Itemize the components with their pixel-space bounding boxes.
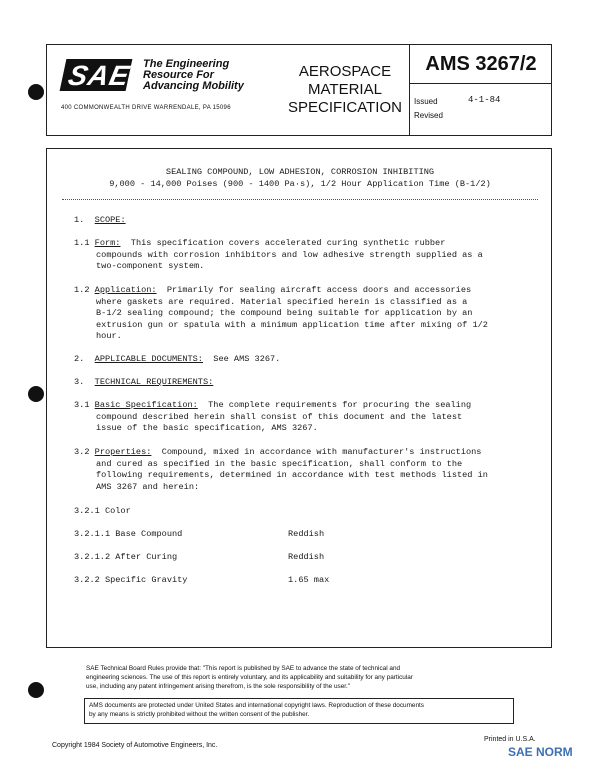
issued-date: 4-1-84 <box>468 95 501 105</box>
property-row <box>74 575 534 587</box>
tagline-line: The Engineering <box>143 58 230 70</box>
copyright: Copyright 1984 Society of Automotive Engineers, Inc. <box>52 742 218 749</box>
section-1-2-application <box>74 285 488 343</box>
section-number: 3. <box>74 377 85 387</box>
property-value: Reddish <box>288 552 325 562</box>
category-line: AEROSPACE <box>298 63 392 80</box>
section-heading: Application: <box>94 285 157 295</box>
paragraph-line: compound described herein shall consist of this document and the latest <box>96 411 463 422</box>
paragraph-line: issue of the basic specification, AMS 3267. <box>96 423 318 434</box>
property-row <box>74 529 534 541</box>
section-2-applicable-documents <box>74 354 280 366</box>
paragraph-line: Primarily for sealing aircraft access doors and accessories <box>166 285 472 295</box>
category-line: SPECIFICATION <box>288 99 402 116</box>
spec-number: AMS 3267/2 <box>425 52 537 75</box>
copyright-notice-line: by any means is strictly prohibited without the written consent of the publisher. <box>89 711 310 718</box>
copyright-notice-line: AMS documents are protected under United States and international copyright laws. Reproduction of these documents <box>89 702 424 709</box>
section-heading: SCOPE: <box>94 215 126 225</box>
paragraph-line: where gaskets are required. Material specified herein is classified as a <box>96 296 468 307</box>
section-number: 2. <box>74 354 85 364</box>
paragraph-line: compounds with corrosion inhibitors and low adhesive strength supplied as a <box>96 249 483 260</box>
binder-hole-middle <box>28 386 44 402</box>
rules-line: engineering sciences. The use of this report is entirely voluntary, and its applicability and suitability for any particular <box>86 674 413 681</box>
section-number: 1.1 <box>74 238 90 248</box>
issued-label: Issued <box>414 97 438 106</box>
paragraph-line: hour. <box>96 331 122 342</box>
paragraph-line: The complete requirements for procuring the sealing <box>208 400 472 410</box>
section-1-1-form <box>74 238 483 273</box>
header-box <box>46 44 552 136</box>
section-heading: Form: <box>94 238 121 248</box>
paragraph-line: extrusion gun or spatula with a minimum application time after mixing of 1/2 <box>96 319 488 330</box>
section-heading: Basic Specification: <box>94 400 198 410</box>
spec-column <box>409 45 552 135</box>
tagline <box>143 59 244 92</box>
sae-logo-text: SAE <box>65 60 133 91</box>
sae-norm-watermark: SAE NORM <box>508 745 573 759</box>
paragraph-line: and cured as specified in the basic specification, shall conform to the <box>96 458 463 469</box>
section-number: 3.2 <box>74 447 90 457</box>
rules-line: use, including any patent infringement arising therefrom, is the sole responsibility of the user." <box>86 683 351 690</box>
paragraph-line: two-component system. <box>96 261 205 272</box>
binder-hole-top <box>28 84 44 100</box>
section-number: 1.2 <box>74 285 90 295</box>
property-label: 3.2.1.2 After Curing <box>74 552 178 562</box>
revised-label: Revised <box>414 111 443 120</box>
section-1-scope <box>74 215 126 227</box>
property-value: Reddish <box>288 529 325 539</box>
paragraph-line: following requirements, determined in accordance with test methods listed in <box>96 470 488 481</box>
tagline-line: Advancing Mobility <box>143 80 244 92</box>
paragraph-line: AMS 3267 and herein: <box>96 481 200 492</box>
property-row <box>74 552 534 564</box>
paragraph-line: This specification covers accelerated curing synthetic rubber <box>130 238 446 248</box>
section-heading: TECHNICAL REQUIREMENTS: <box>94 377 214 387</box>
paragraph-line: See AMS 3267. <box>213 354 281 364</box>
spec-number-box <box>410 45 552 84</box>
section-heading: APPLICABLE DOCUMENTS: <box>94 354 203 364</box>
paragraph-line: Compound, mixed in accordance with manufacturer's instructions <box>161 447 482 457</box>
property-value: 1.65 max <box>288 575 330 585</box>
section-number: 1. <box>74 215 85 225</box>
title-line-1: SEALING COMPOUND, LOW ADHESION, CORROSION INHIBITING <box>165 167 435 177</box>
tagline-line: Resource For <box>143 69 214 81</box>
property-label: 3.2.2 Specific Gravity <box>74 575 188 585</box>
copyright-notice-box <box>84 698 514 724</box>
address: 400 COMMONWEALTH DRIVE WARRENDALE, PA 15096 <box>61 105 231 111</box>
section-3-2-properties <box>74 447 488 493</box>
technical-board-rules <box>86 664 413 691</box>
section-number: 3.1 <box>74 400 90 410</box>
title-rule <box>62 199 538 200</box>
section-3-technical-requirements <box>74 377 213 389</box>
sae-logo <box>60 59 133 91</box>
rules-line: SAE Technical Board Rules provide that: "This report is published by SAE to advance the state of technical and <box>86 665 401 672</box>
paragraph-line: B-1/2 sealing compound; the compound being suitable for application by an <box>96 308 473 319</box>
section-3-1-basic-specification <box>74 400 471 435</box>
category-line: MATERIAL <box>308 81 382 98</box>
binder-hole-bottom <box>28 682 44 698</box>
printed-in: Printed in U.S.A. <box>484 736 536 743</box>
section-heading: Properties: <box>94 447 152 457</box>
section-3-2-1-color: 3.2.1 Color <box>74 506 131 516</box>
property-label: 3.2.1.1 Base Compound <box>74 529 183 539</box>
document-category <box>285 63 405 117</box>
title-line-2: 9,000 - 14,000 Poises (900 - 1400 Pa·s), 1/2 Hour Application Time (B-1/2) <box>109 179 491 189</box>
